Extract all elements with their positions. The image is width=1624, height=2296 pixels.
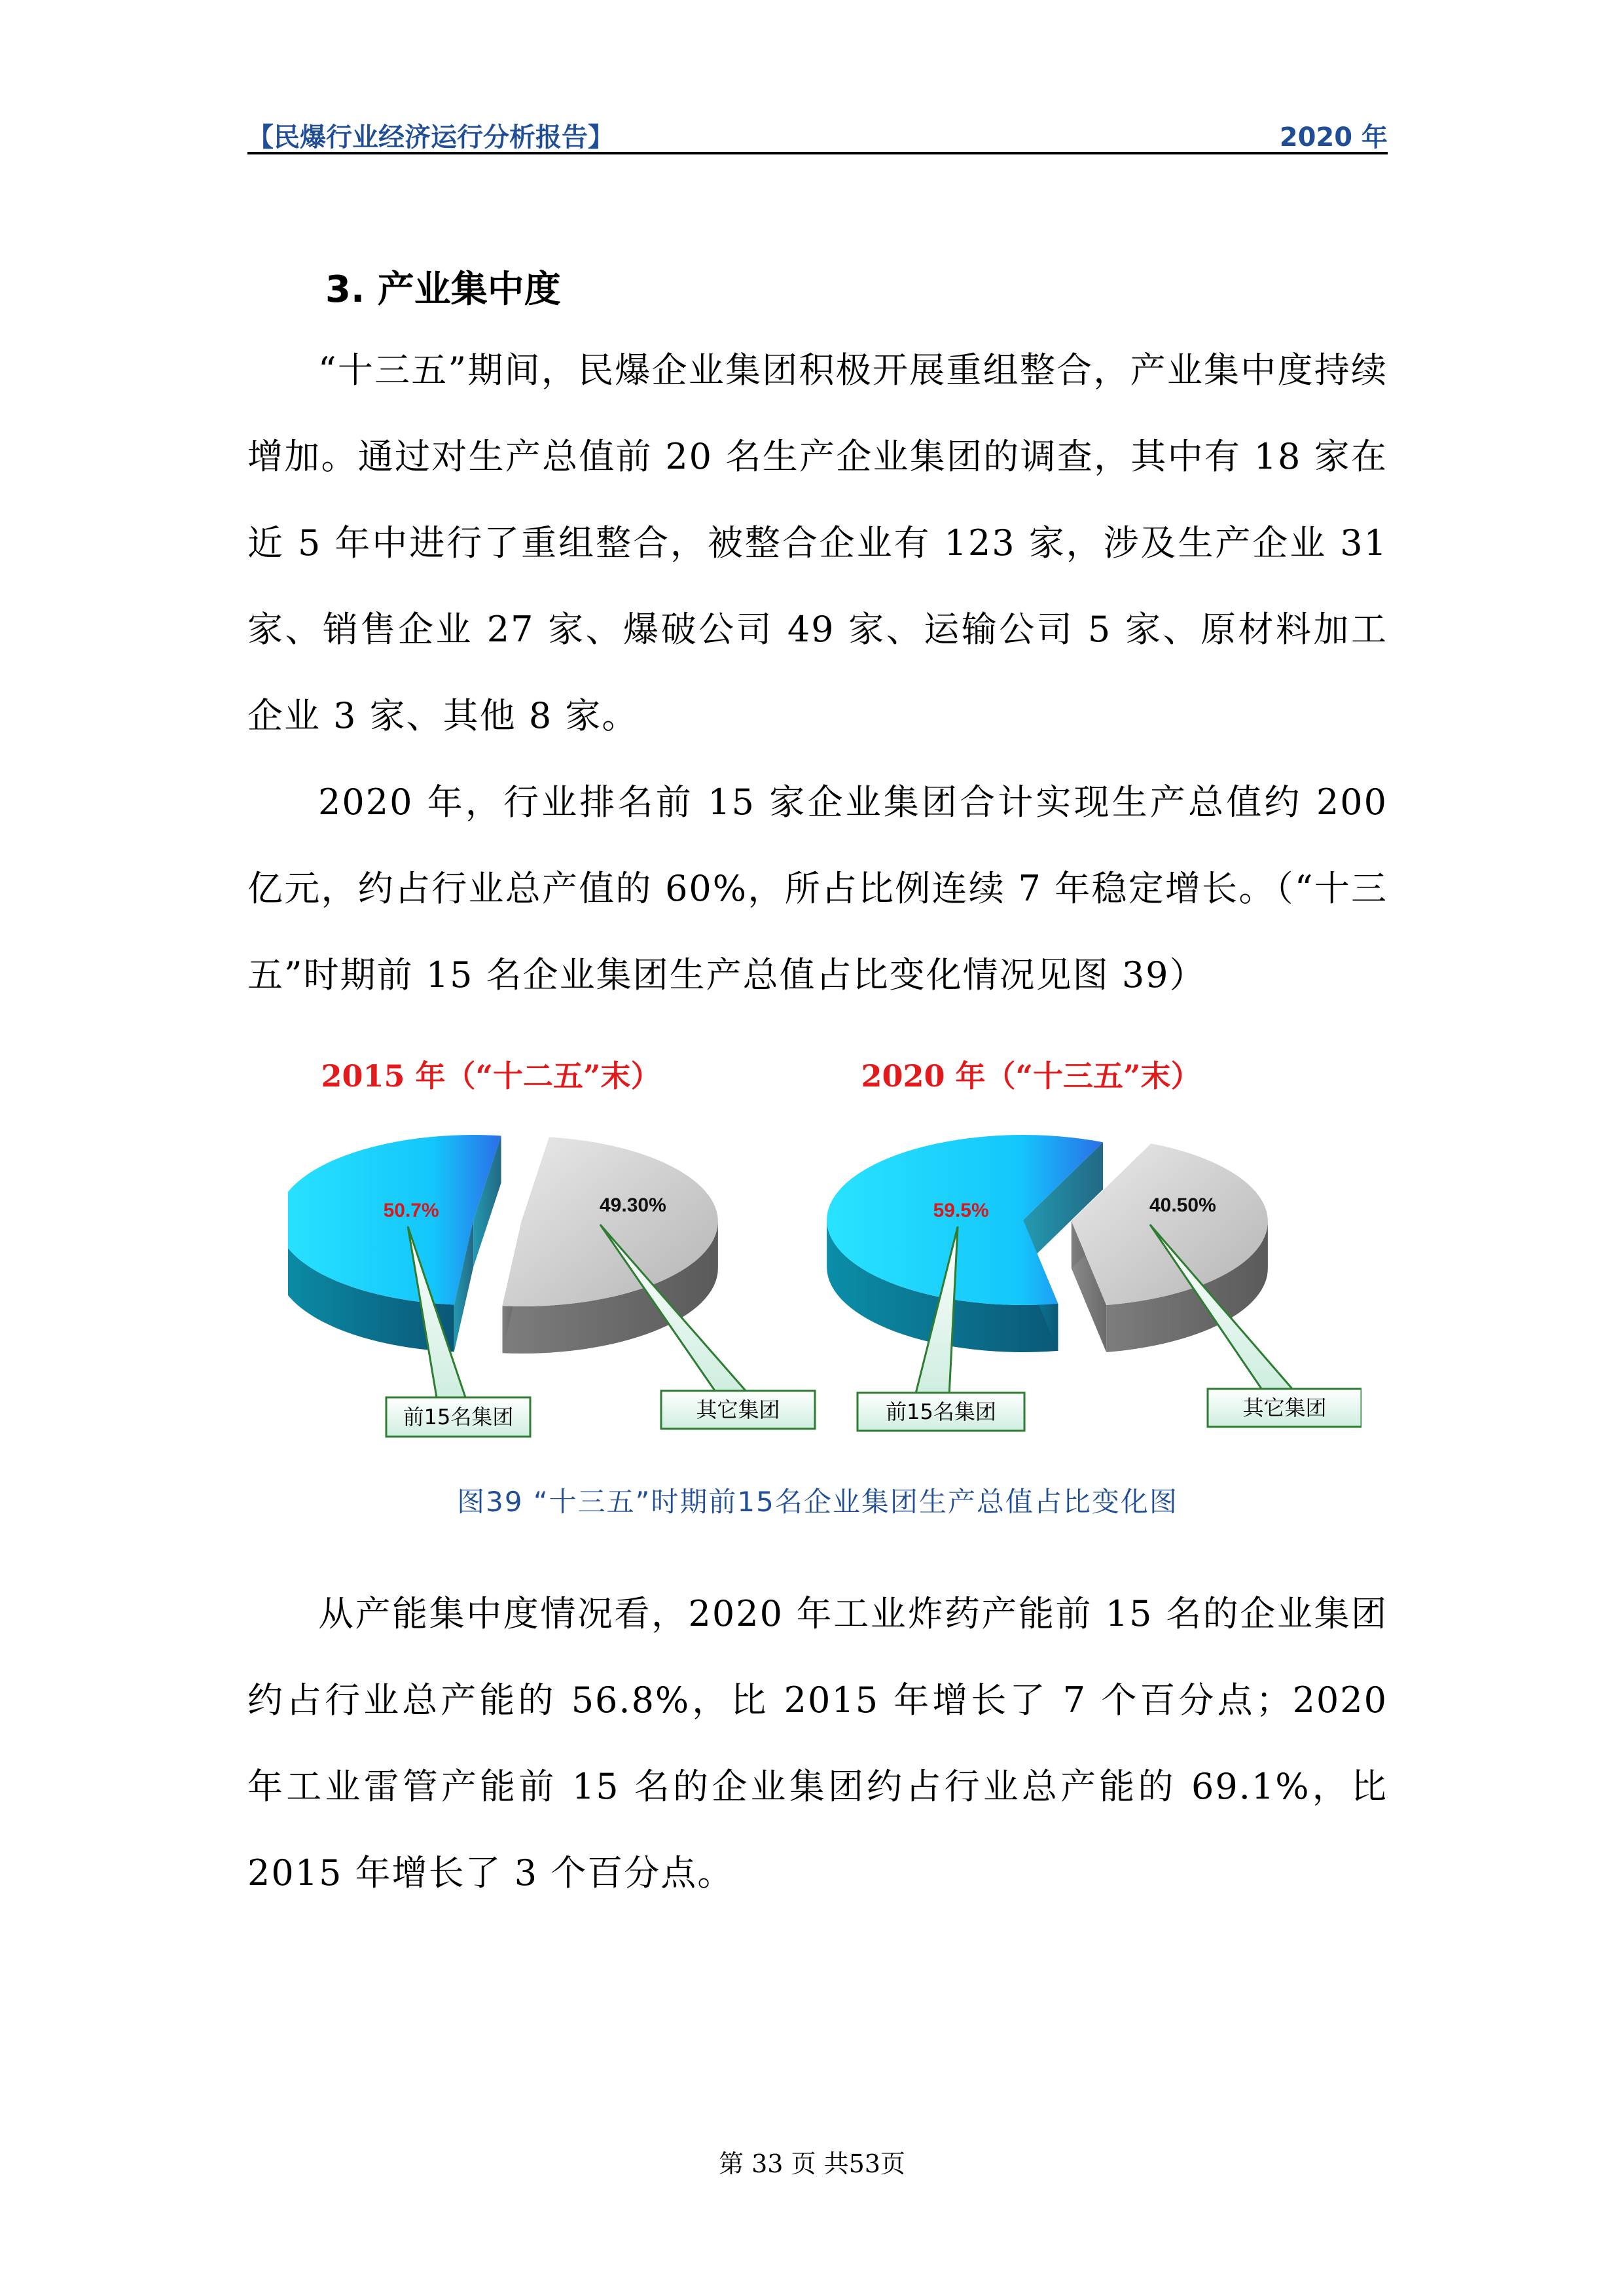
callout-top15-label: 前15名集团 bbox=[403, 1405, 514, 1429]
paragraph-2: 2020 年，行业排名前 15 家企业集团合计实现生产总值约 200 亿元，约占行业总产值的 60%，所占比例连续 7 年稳定增长。（“十三五”时期前 15 名企业集团生产总值占比变化情况见图 39） bbox=[247, 781, 1388, 996]
figure-caption: 图39 “十三五”时期前15名企业集团生产总值占比变化图 bbox=[457, 1486, 1178, 1518]
value-label-top15: 59.5% bbox=[933, 1199, 989, 1221]
paragraph-1: “十三五”期间，民爆企业集团积极开展重组整合，产业集中度持续增加。通过对生产总值前 20 名生产企业集团的调查，其中有 18 家在近 5 年中进行了重组整合，被整合企业有 123 家，涉及生产企业 31 家、销售企业 27 家、爆破公司 49 家、运输公司 5 家、原材料加工企业 3 家、其他 8 家。 bbox=[247, 350, 1388, 736]
value-label-others: 40.50% bbox=[1149, 1194, 1216, 1217]
pie-chart-2 bbox=[827, 1058, 1362, 1431]
pie-chart-1 bbox=[288, 1058, 815, 1437]
paragraph-3: 从产能集中度情况看，2020 年工业炸药产能前 15 名的企业集团约占行业总产能的 56.8%，比 2015 年增长了 7 个百分点；2020 年工业雷管产能前 15 名的企业集团约占行业总产能的 69.1%，比 2015 年增长了 3 个百分点。 bbox=[247, 1593, 1388, 1893]
callout-others-label: 其它集团 bbox=[1242, 1395, 1327, 1420]
section-title: 3. 产业集中度 bbox=[325, 268, 561, 311]
figure-39 bbox=[288, 1047, 1362, 1466]
callout-others-label: 其它集团 bbox=[696, 1397, 780, 1422]
page-header bbox=[247, 111, 1388, 154]
page-footer: 第 33 页 共53页 bbox=[719, 2149, 905, 2178]
chart-title: 2020 年（“十三五”末） bbox=[861, 1058, 1201, 1094]
report-title: 【民爆行业经济运行分析报告】 bbox=[247, 122, 614, 152]
report-year: 2020 年 bbox=[1279, 122, 1388, 152]
pie-charts bbox=[288, 1047, 1362, 1466]
chart-title: 2015 年（“十二五”末） bbox=[321, 1058, 661, 1094]
callout-top15-label: 前15名集团 bbox=[886, 1399, 996, 1424]
value-label-others: 49.30% bbox=[600, 1194, 666, 1217]
value-label-top15: 50.7% bbox=[383, 1199, 439, 1221]
